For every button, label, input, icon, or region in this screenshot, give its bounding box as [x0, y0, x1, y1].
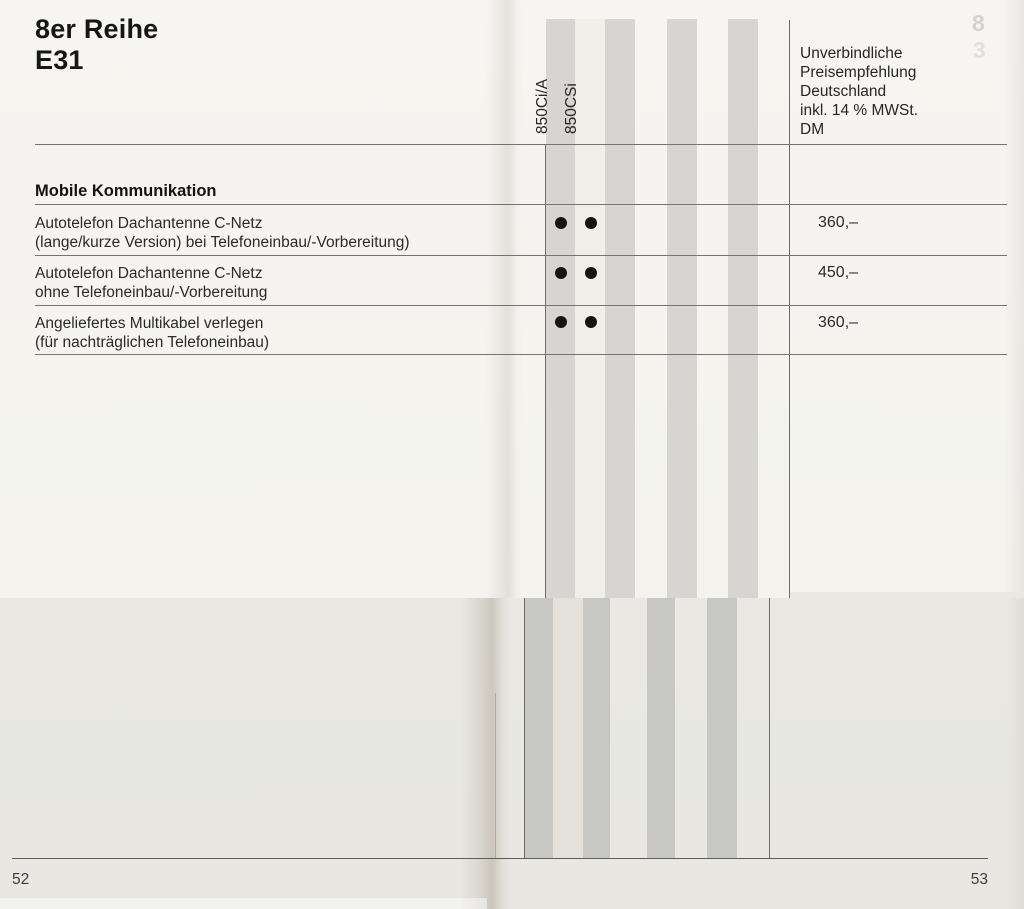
column-stripe-3 — [667, 19, 697, 598]
model-column-label-850csi: 850CSi — [563, 83, 580, 134]
page-edge-shadow — [1006, 598, 1024, 909]
availability-dot-850cia — [555, 267, 567, 279]
table-left-vertical-rule — [524, 598, 525, 858]
scan-tone-step — [790, 592, 1024, 598]
model-column-label-850cia: 850Ci/A — [534, 78, 551, 134]
scan-bottom-edge — [0, 898, 487, 909]
price-value: 450,– — [818, 264, 859, 281]
price-value: 360,– — [818, 214, 859, 231]
page-edge-line — [495, 693, 496, 858]
section-heading: Mobile Kommunikation — [35, 182, 217, 200]
price-column-vertical-rule — [789, 20, 790, 598]
page-number-right: 53 — [970, 871, 988, 888]
availability-dot-850cia — [555, 217, 567, 229]
table-row-description — [35, 314, 505, 352]
page-title — [35, 14, 158, 76]
availability-dot-850csi — [585, 316, 597, 328]
column-stripe-2 — [605, 19, 635, 598]
availability-dot-850csi — [585, 267, 597, 279]
page-number-left: 52 — [12, 871, 30, 888]
page-title-line1: 8er Reihe — [35, 14, 159, 44]
price-header-line: Unverbindliche — [800, 45, 903, 62]
row-description-line1: Autotelefon Dachantenne C-Netz — [35, 265, 263, 282]
column-stripe-850cia — [525, 598, 553, 858]
column-stripe-3 — [647, 598, 675, 858]
catalog-spread-lower — [0, 598, 1024, 909]
table-row-description — [35, 264, 505, 302]
column-stripe-850csi-tint — [553, 598, 583, 858]
price-column-header — [800, 44, 918, 139]
availability-dot-850cia — [555, 316, 567, 328]
column-stripe-4 — [707, 598, 737, 858]
row-description-line1: Autotelefon Dachantenne C-Netz — [35, 215, 263, 232]
price-header-line: Preisempfehlung — [800, 64, 917, 81]
column-stripe-4 — [728, 19, 758, 598]
booklet-fold-shadow — [486, 0, 522, 598]
row-description-line1: Angeliefertes Multikabel verlegen — [35, 315, 264, 332]
price-header-line: Deutschland — [800, 83, 887, 100]
page-title-line2: E31 — [35, 45, 84, 75]
price-header-line: DM — [800, 121, 825, 138]
booklet-fold-shadow — [460, 598, 512, 909]
availability-dot-850csi — [585, 217, 597, 229]
column-stripe-2 — [583, 598, 610, 858]
row-description-line2: ohne Telefoneinbau/-Vorbereitung — [35, 284, 268, 301]
bleedthrough-digit-bottom: 3 — [973, 37, 986, 63]
price-column-vertical-rule — [769, 598, 770, 858]
price-header-line: inkl. 14 % MWSt. — [800, 102, 918, 119]
price-value: 360,– — [818, 314, 859, 331]
table-left-vertical-rule — [545, 144, 546, 598]
row-description-line2: (lange/kurze Version) bei Telefoneinbau/-Vorbereitung) — [35, 234, 410, 251]
page-edge-shadow — [1004, 0, 1024, 598]
bleedthrough-digit-top: 8 — [972, 10, 985, 36]
row-description-line2: (für nachträglichen Telefoneinbau) — [35, 334, 270, 351]
table-row-description — [35, 214, 505, 252]
